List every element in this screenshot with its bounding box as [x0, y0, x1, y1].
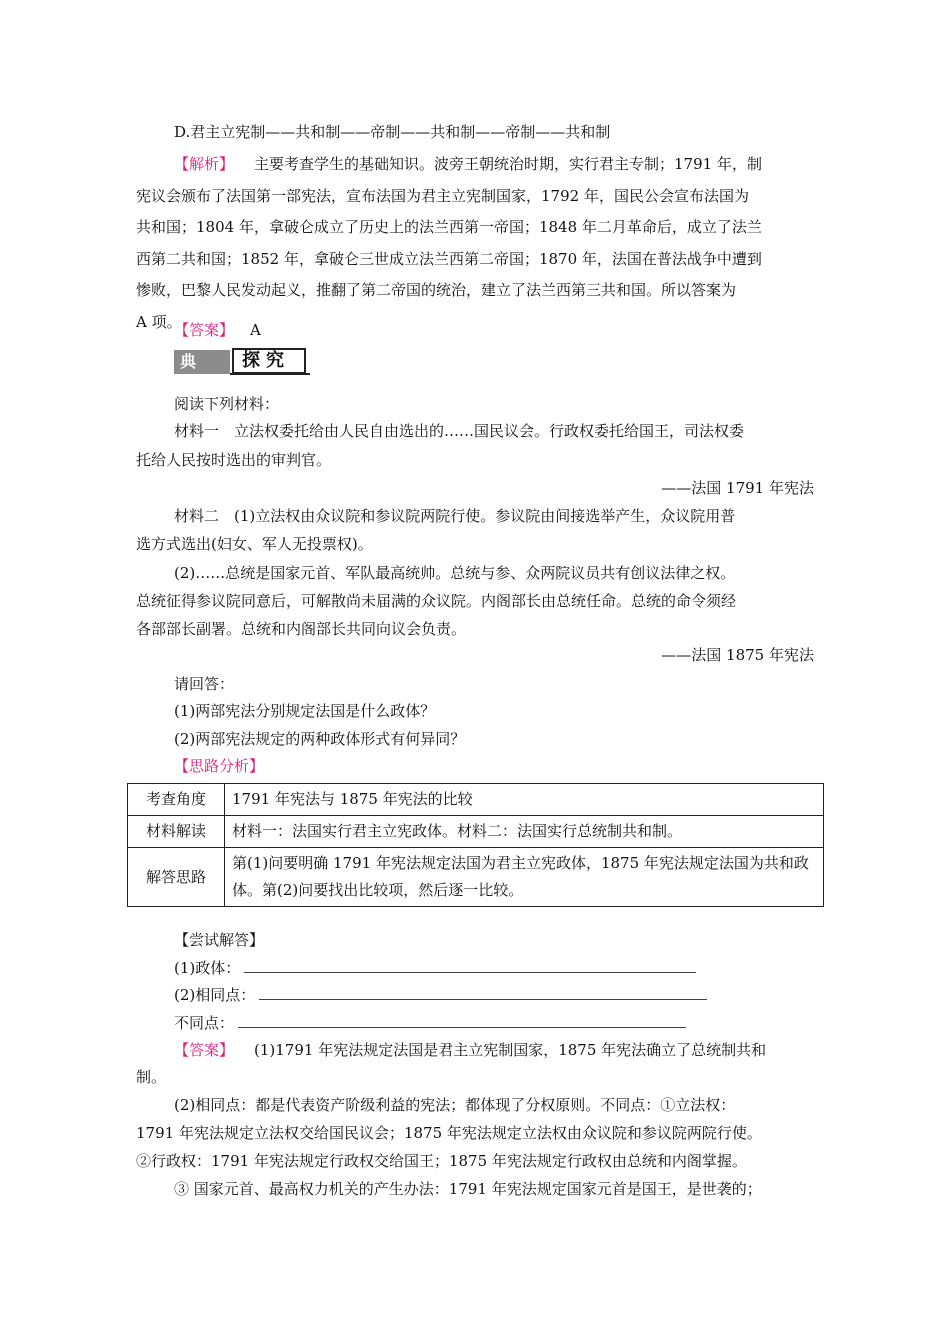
table-head-cell: 材料解读	[128, 816, 225, 848]
question-2: (2)两部宪法规定的两种政体形式有何异同？	[174, 730, 466, 748]
answer-tag: 【答案】	[174, 321, 235, 339]
answer2-text: (1)1791 年宪法规定法国是君主立宪制国家，1875 年宪法确立了总统制共和	[254, 1041, 767, 1059]
questions-prompt: 请回答：	[174, 675, 235, 693]
table-row	[128, 816, 824, 848]
material2-line-1: 材料二 (1)立法权由众议院和参议院两院行使。参议院由间接选举产生，众议院用普	[174, 507, 736, 525]
example-inquiry-banner	[174, 348, 310, 395]
material2-source: ——法国 1875 年宪法	[661, 646, 814, 664]
material2-line-3: (2)……总统是国家元首、军队最高统帅。总统与参、众两院议员共有创议法律之权。	[174, 564, 736, 582]
analysis-line-5: 惨败，巴黎人民发动起义，推翻了第二帝国的统治，建立了法兰西第三共和国。所以答案为	[136, 281, 737, 299]
answer-blank[interactable]	[238, 1013, 686, 1028]
analysis-tag: 【解析】	[174, 155, 235, 173]
try-field-1-label: (1)政体：	[174, 959, 241, 977]
answer-line	[174, 320, 261, 340]
option-d: D.君主立宪制——共和制——帝制——共和制——帝制——共和制	[174, 123, 611, 141]
answer2-line-4: 1791 年宪法规定立法权交给国民议会；1875 年宪法规定立法权由众议院和参议院两院行使。	[136, 1124, 762, 1142]
analysis-line-4: 西第二共和国；1852 年，拿破仑三世成立法兰西第二帝国；1870 年，法国在普法战争中遭到	[136, 250, 762, 268]
analysis-line-1	[174, 154, 762, 174]
answer-value: A	[250, 321, 261, 339]
answer2-line-3: (2)相同点：都是代表资产阶级利益的宪法；都体现了分权原则。不同点：①立法权：	[174, 1096, 736, 1114]
answer2-line-2: 制。	[136, 1068, 167, 1086]
material2-line-2: 选方式选出(妇女、军人无投票权)。	[136, 535, 373, 553]
answer-blank[interactable]	[259, 985, 707, 1000]
table-row	[128, 784, 824, 816]
try-field-2-label: (2)相同点：	[174, 986, 256, 1004]
table-body-cell: 1791 年宪法与 1875 年宪法的比较	[225, 784, 824, 816]
answer2-line-5: ②行政权：1791 年宪法规定行政权交给国王；1875 年宪法规定行政权由总统和内阁掌握。	[136, 1152, 747, 1170]
answer2-tag: 【答案】	[174, 1041, 235, 1059]
table-body-cell: 第(1)问要明确 1791 年宪法规定法国为君主立宪政体，1875 年宪法规定法国为共和政体。第(2)问要找出比较项，然后逐一比较。	[225, 848, 824, 907]
material1-line-1: 材料一 立法权委托给由人民自由选出的……国民议会。行政权委托给国王，司法权委	[174, 422, 745, 440]
table-head-cell: 解答思路	[128, 848, 225, 907]
answer2-line-1	[174, 1040, 766, 1060]
answer2-line-6: ③ 国家元首、最高权力机关的产生办法：1791 年宪法规定国家元首是国王，是世袭的；	[174, 1180, 762, 1198]
question-1: (1)两部宪法分别规定法国是什么政体？	[174, 702, 436, 720]
try-field-3	[174, 1013, 686, 1033]
thinking-title: 【思路分析】	[174, 757, 265, 775]
analysis-text: 主要考查学生的基础知识。波旁王朝统治时期，实行君主专制；1791 年，制	[254, 155, 762, 173]
try-field-1	[174, 958, 696, 978]
material1-source: ——法国 1791 年宪法	[661, 479, 814, 497]
analysis-line-2: 宪议会颁布了法国第一部宪法，宣布法国为君主立宪制国家，1792 年，国民公会宣布法国为	[136, 187, 749, 205]
table-row	[128, 848, 824, 907]
material1-line-2: 托给人民按时选出的审判官。	[136, 451, 332, 469]
analysis-line-6: A 项。	[136, 313, 182, 331]
try-field-2	[174, 985, 707, 1005]
read-prompt: 阅读下列材料：	[174, 395, 280, 413]
table-head-cell: 考查角度	[128, 784, 225, 816]
banner-label-right: 探究	[232, 348, 306, 374]
banner-underline	[230, 373, 310, 375]
try-title: 【尝试解答】	[174, 931, 265, 949]
thinking-table	[127, 783, 824, 907]
table-body-cell: 材料一：法国实行君主立宪政体。材料二：法国实行总统制共和制。	[225, 816, 824, 848]
try-field-3-label: 不同点：	[174, 1014, 235, 1032]
answer-blank[interactable]	[244, 958, 696, 973]
banner-label-left: 典 例	[174, 350, 230, 374]
material2-line-5: 各部部长副署。总统和内阁部长共同向议会负责。	[136, 620, 467, 638]
material2-line-4: 总统征得参议院同意后，可解散尚未届满的众议院。内阁部长由总统任命。总统的命令须经	[136, 592, 737, 610]
analysis-line-3: 共和国；1804 年，拿破仑成立了历史上的法兰西第一帝国；1848 年二月革命后，成立了法兰	[136, 218, 762, 236]
